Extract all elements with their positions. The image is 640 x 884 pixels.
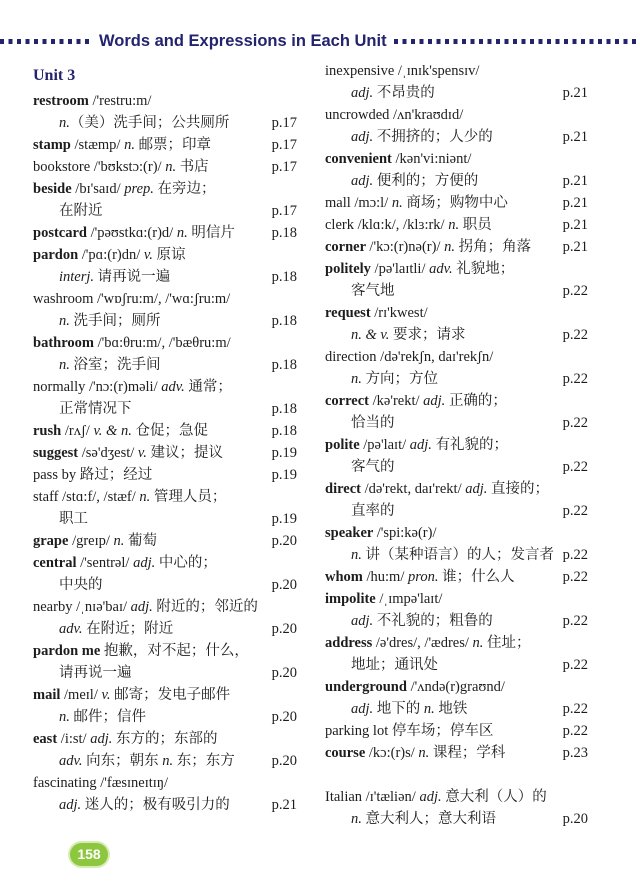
entry-text: n. & v. 要求；请求 bbox=[351, 327, 466, 343]
entry-line bbox=[325, 632, 588, 654]
entry-text: request /rɪ'kwest/ bbox=[325, 305, 428, 321]
entry-line bbox=[325, 566, 588, 588]
page-number-badge: 158 bbox=[70, 843, 108, 866]
entry-line bbox=[325, 786, 588, 808]
left-entry-list bbox=[33, 90, 297, 816]
entry-line bbox=[325, 104, 588, 126]
entry-line bbox=[33, 442, 297, 464]
page-ref: p.22 bbox=[562, 283, 588, 299]
entry-line bbox=[33, 552, 297, 574]
page-ref: p.20 bbox=[271, 533, 297, 549]
entry-line bbox=[33, 156, 297, 178]
entry-line bbox=[33, 398, 297, 420]
page-ref: p.22 bbox=[562, 701, 588, 717]
entry-text: underground /'ʌndə(r)graʊnd/ bbox=[325, 679, 505, 695]
page-ref: p.21 bbox=[562, 173, 588, 189]
entry-text: clerk /klɑ:k/, /klɜ:rk/ n. 职员 bbox=[325, 217, 492, 233]
page-header bbox=[0, 30, 640, 52]
page-ref: p.20 bbox=[271, 621, 297, 637]
entry-text: direction /də'rekʃn, daɪ'rekʃn/ bbox=[325, 349, 494, 365]
page-ref: p.22 bbox=[562, 371, 588, 387]
entry-text: 客气地 bbox=[351, 283, 395, 299]
entry-line bbox=[325, 676, 588, 698]
entry-text: direct /də'rekt, daɪ'rekt/ adj. 直接的； bbox=[325, 481, 550, 497]
page-ref: p.22 bbox=[562, 723, 588, 739]
entry-text: n. 洗手间；厕所 bbox=[59, 313, 161, 329]
entry-line bbox=[33, 662, 297, 684]
page-ref: p.20 bbox=[562, 811, 588, 827]
entry-text: restroom /'restru:m/ bbox=[33, 93, 152, 109]
page-ref: p.20 bbox=[271, 665, 297, 681]
entry-text: uncrowded /ʌn'kraʊdɪd/ bbox=[325, 107, 464, 123]
entry-line bbox=[33, 794, 297, 816]
entry-text: adj. 迷人的；极有吸引力的 bbox=[59, 797, 230, 813]
entry-line bbox=[325, 148, 588, 170]
entry-line bbox=[325, 434, 588, 456]
dotted-leader-left bbox=[0, 39, 92, 44]
entry-line bbox=[325, 456, 588, 478]
page-ref: p.22 bbox=[562, 657, 588, 673]
page-ref: p.19 bbox=[271, 467, 297, 483]
page-ref: p.22 bbox=[562, 613, 588, 629]
entry-line bbox=[33, 508, 297, 530]
entry-line bbox=[33, 310, 297, 332]
entry-text: bookstore /'bʊkstɔ:(r)/ n. 书店 bbox=[33, 159, 209, 175]
entry-line bbox=[33, 728, 297, 750]
entry-text: correct /kə'rekt/ adj. 正确的； bbox=[325, 393, 507, 409]
page-ref: p.20 bbox=[271, 709, 297, 725]
entry-text: central /'sentrəl/ adj. 中心的； bbox=[33, 555, 217, 571]
entry-text: postcard /'pəʊstkɑ:(r)d/ n. 明信片 bbox=[33, 225, 235, 241]
entry-text: adj. 地下的 n. 地铁 bbox=[351, 701, 468, 717]
entry-text: 直率的 bbox=[351, 503, 395, 519]
right-entry-list bbox=[325, 60, 588, 830]
entry-text: washroom /'wɒʃru:m/, /'wɑ:ʃru:m/ bbox=[33, 291, 231, 307]
page-ref: p.17 bbox=[271, 137, 297, 153]
page-ref: p.21 bbox=[562, 85, 588, 101]
entry-line bbox=[33, 90, 297, 112]
page-ref: p.22 bbox=[562, 569, 588, 585]
entry-line bbox=[325, 808, 588, 830]
entry-text: course /kɔ:(r)s/ n. 课程；学科 bbox=[325, 745, 506, 761]
entry-line bbox=[325, 478, 588, 500]
entry-line bbox=[33, 200, 297, 222]
entry-line bbox=[33, 486, 297, 508]
entry-text: 职工 bbox=[59, 511, 88, 527]
entry-line bbox=[33, 354, 297, 376]
entry-text: fascinating /'fæsɪneɪtɪŋ/ bbox=[33, 775, 169, 791]
page-ref: p.22 bbox=[562, 547, 588, 563]
entry-line bbox=[33, 112, 297, 134]
entry-line bbox=[325, 82, 588, 104]
page-ref: p.17 bbox=[271, 159, 297, 175]
page-ref: p.21 bbox=[562, 195, 588, 211]
entry-text: n. 邮件；信件 bbox=[59, 709, 146, 725]
entry-text: adj. 不昂贵的 bbox=[351, 85, 435, 101]
entry-text: address /ə'dres/, /'ædres/ n. 住址； bbox=[325, 635, 531, 651]
entry-line bbox=[33, 772, 297, 794]
entry-line bbox=[325, 346, 588, 368]
page-ref: p.18 bbox=[271, 401, 297, 417]
right-column bbox=[325, 60, 588, 830]
page-ref: p.17 bbox=[271, 115, 297, 131]
page-ref: p.18 bbox=[271, 423, 297, 439]
entry-text: politely /pə'laɪtli/ adv. 礼貌地； bbox=[325, 261, 515, 277]
entry-line bbox=[33, 332, 297, 354]
entry-line bbox=[325, 302, 588, 324]
entry-line bbox=[325, 258, 588, 280]
entry-text: pardon /'pɑ:(r)dn/ v. 原谅 bbox=[33, 247, 186, 263]
entry-text: polite /pə'laɪt/ adj. 有礼貌的； bbox=[325, 437, 509, 453]
entry-text: whom /hu:m/ pron. 谁；什么人 bbox=[325, 569, 515, 585]
entry-text: bathroom /'bɑ:θru:m/, /'bæθru:m/ bbox=[33, 335, 231, 351]
entry-text: n.（美）洗手间；公共厕所 bbox=[59, 115, 230, 131]
page-ref: p.22 bbox=[562, 327, 588, 343]
page-ref: p.18 bbox=[271, 313, 297, 329]
entry-text: adv. 向东；朝东 n. 东；东方 bbox=[59, 753, 235, 769]
entry-line bbox=[325, 236, 588, 258]
entry-text: adj. 便利的；方便的 bbox=[351, 173, 479, 189]
entry-line bbox=[325, 60, 588, 82]
page-ref: p.22 bbox=[562, 459, 588, 475]
entry-text: n. 意大利人；意大利语 bbox=[351, 811, 496, 827]
entry-line bbox=[33, 222, 297, 244]
entry-text: inexpensive /ˌɪnɪk'spensɪv/ bbox=[325, 63, 480, 79]
entry-text: speaker /'spi:kə(r)/ bbox=[325, 525, 437, 541]
entry-line bbox=[33, 178, 297, 200]
entry-line bbox=[325, 324, 588, 346]
left-column bbox=[33, 64, 297, 816]
entry-line bbox=[33, 596, 297, 618]
entry-line bbox=[33, 134, 297, 156]
entry-line bbox=[33, 574, 297, 596]
page-ref: p.21 bbox=[562, 239, 588, 255]
entry-text: interj. 请再说一遍 bbox=[59, 269, 171, 285]
page-ref: p.21 bbox=[562, 217, 588, 233]
unit-title: Unit 3 bbox=[33, 67, 76, 84]
entry-text: rush /rʌʃ/ v. & n. 仓促；急促 bbox=[33, 423, 208, 439]
entry-line bbox=[325, 654, 588, 676]
entry-line bbox=[325, 170, 588, 192]
entry-line bbox=[325, 742, 588, 764]
entry-text: grape /greɪp/ n. 葡萄 bbox=[33, 533, 158, 549]
entry-text: nearby /ˌnɪə'baɪ/ adj. 附近的；邻近的 bbox=[33, 599, 258, 615]
entry-text: beside /bɪ'saɪd/ prep. 在旁边； bbox=[33, 181, 216, 197]
entry-text: 在附近 bbox=[59, 203, 103, 219]
entry-line bbox=[33, 640, 297, 662]
page-ref: p.22 bbox=[562, 503, 588, 519]
entry-text: n. 方向；方位 bbox=[351, 371, 438, 387]
entry-line bbox=[33, 684, 297, 706]
page-ref: p.19 bbox=[271, 445, 297, 461]
page-title: Words and Expressions in Each Unit bbox=[99, 31, 387, 50]
spacer-line bbox=[325, 764, 588, 786]
entry-line bbox=[33, 376, 297, 398]
entry-text: staff /stɑ:f/, /stæf/ n. 管理人员； bbox=[33, 489, 227, 505]
entry-text: 正常情况下 bbox=[59, 401, 132, 417]
entry-text: 地址；通讯处 bbox=[351, 657, 438, 673]
page-ref: p.18 bbox=[271, 357, 297, 373]
entry-line bbox=[325, 720, 588, 742]
entry-line bbox=[325, 126, 588, 148]
entry-text: n. 浴室；洗手间 bbox=[59, 357, 161, 373]
entry-line bbox=[325, 610, 588, 632]
entry-text: adv. 在附近；附近 bbox=[59, 621, 174, 637]
entry-text: 请再说一遍 bbox=[59, 665, 132, 681]
entry-line bbox=[33, 530, 297, 552]
entry-text: pardon me 抱歉，对不起；什么， bbox=[33, 643, 249, 659]
entry-line bbox=[33, 618, 297, 640]
entry-text: stamp /stæmp/ n. 邮票；印章 bbox=[33, 137, 212, 153]
entry-line bbox=[325, 698, 588, 720]
entry-text: adj. 不礼貌的；粗鲁的 bbox=[351, 613, 493, 629]
entry-line bbox=[33, 288, 297, 310]
entry-line bbox=[325, 588, 588, 610]
entry-text: 恰当的 bbox=[351, 415, 395, 431]
entry-line bbox=[325, 368, 588, 390]
entry-text: Italian /ɪ'tæliən/ adj. 意大利（人）的 bbox=[325, 789, 547, 805]
entry-line bbox=[325, 522, 588, 544]
page-ref: p.19 bbox=[271, 511, 297, 527]
entry-line bbox=[33, 266, 297, 288]
entry-line bbox=[33, 706, 297, 728]
page-ref: p.22 bbox=[562, 415, 588, 431]
entry-line bbox=[325, 544, 588, 566]
entry-text: parking lot 停车场；停车区 bbox=[325, 723, 494, 739]
entry-text: corner /'kɔ:(r)nə(r)/ n. 拐角；角落 bbox=[325, 239, 532, 255]
entry-text: east /i:st/ adj. 东方的；东部的 bbox=[33, 731, 218, 747]
entry-text: suggest /sə'dʒest/ v. 建议；提议 bbox=[33, 445, 224, 461]
entry-text: mail /meɪl/ v. 邮寄；发电子邮件 bbox=[33, 687, 231, 703]
page-ref: p.23 bbox=[562, 745, 588, 761]
entry-line bbox=[33, 244, 297, 266]
entry-text: convenient /kən'vi:niənt/ bbox=[325, 151, 472, 167]
page-ref: p.17 bbox=[271, 203, 297, 219]
entry-line bbox=[325, 280, 588, 302]
entry-text: normally /'nɔ:(r)məli/ adv. 通常； bbox=[33, 379, 232, 395]
entry-line bbox=[33, 464, 297, 486]
page-ref: p.20 bbox=[271, 753, 297, 769]
entry-line bbox=[33, 750, 297, 772]
entry-line bbox=[33, 420, 297, 442]
entry-text: n. 讲（某种语言）的人；发言者 bbox=[351, 547, 554, 563]
dotted-leader-right bbox=[394, 39, 640, 44]
entry-text: adj. 不拥挤的；人少的 bbox=[351, 129, 493, 145]
entry-line bbox=[325, 390, 588, 412]
entry-text: 中央的 bbox=[59, 577, 103, 593]
page-ref: p.18 bbox=[271, 269, 297, 285]
page-ref: p.18 bbox=[271, 225, 297, 241]
entry-text: pass by 路过；经过 bbox=[33, 467, 153, 483]
page-ref: p.21 bbox=[562, 129, 588, 145]
entry-line bbox=[325, 412, 588, 434]
page-ref: p.20 bbox=[271, 577, 297, 593]
entry-line bbox=[325, 214, 588, 236]
entry-text: 客气的 bbox=[351, 459, 395, 475]
page-ref: p.21 bbox=[271, 797, 297, 813]
entry-line bbox=[325, 500, 588, 522]
entry-line bbox=[325, 192, 588, 214]
entry-text: impolite /ˌɪmpə'laɪt/ bbox=[325, 591, 443, 607]
entry-text: mall /mɔ:l/ n. 商场；购物中心 bbox=[325, 195, 508, 211]
